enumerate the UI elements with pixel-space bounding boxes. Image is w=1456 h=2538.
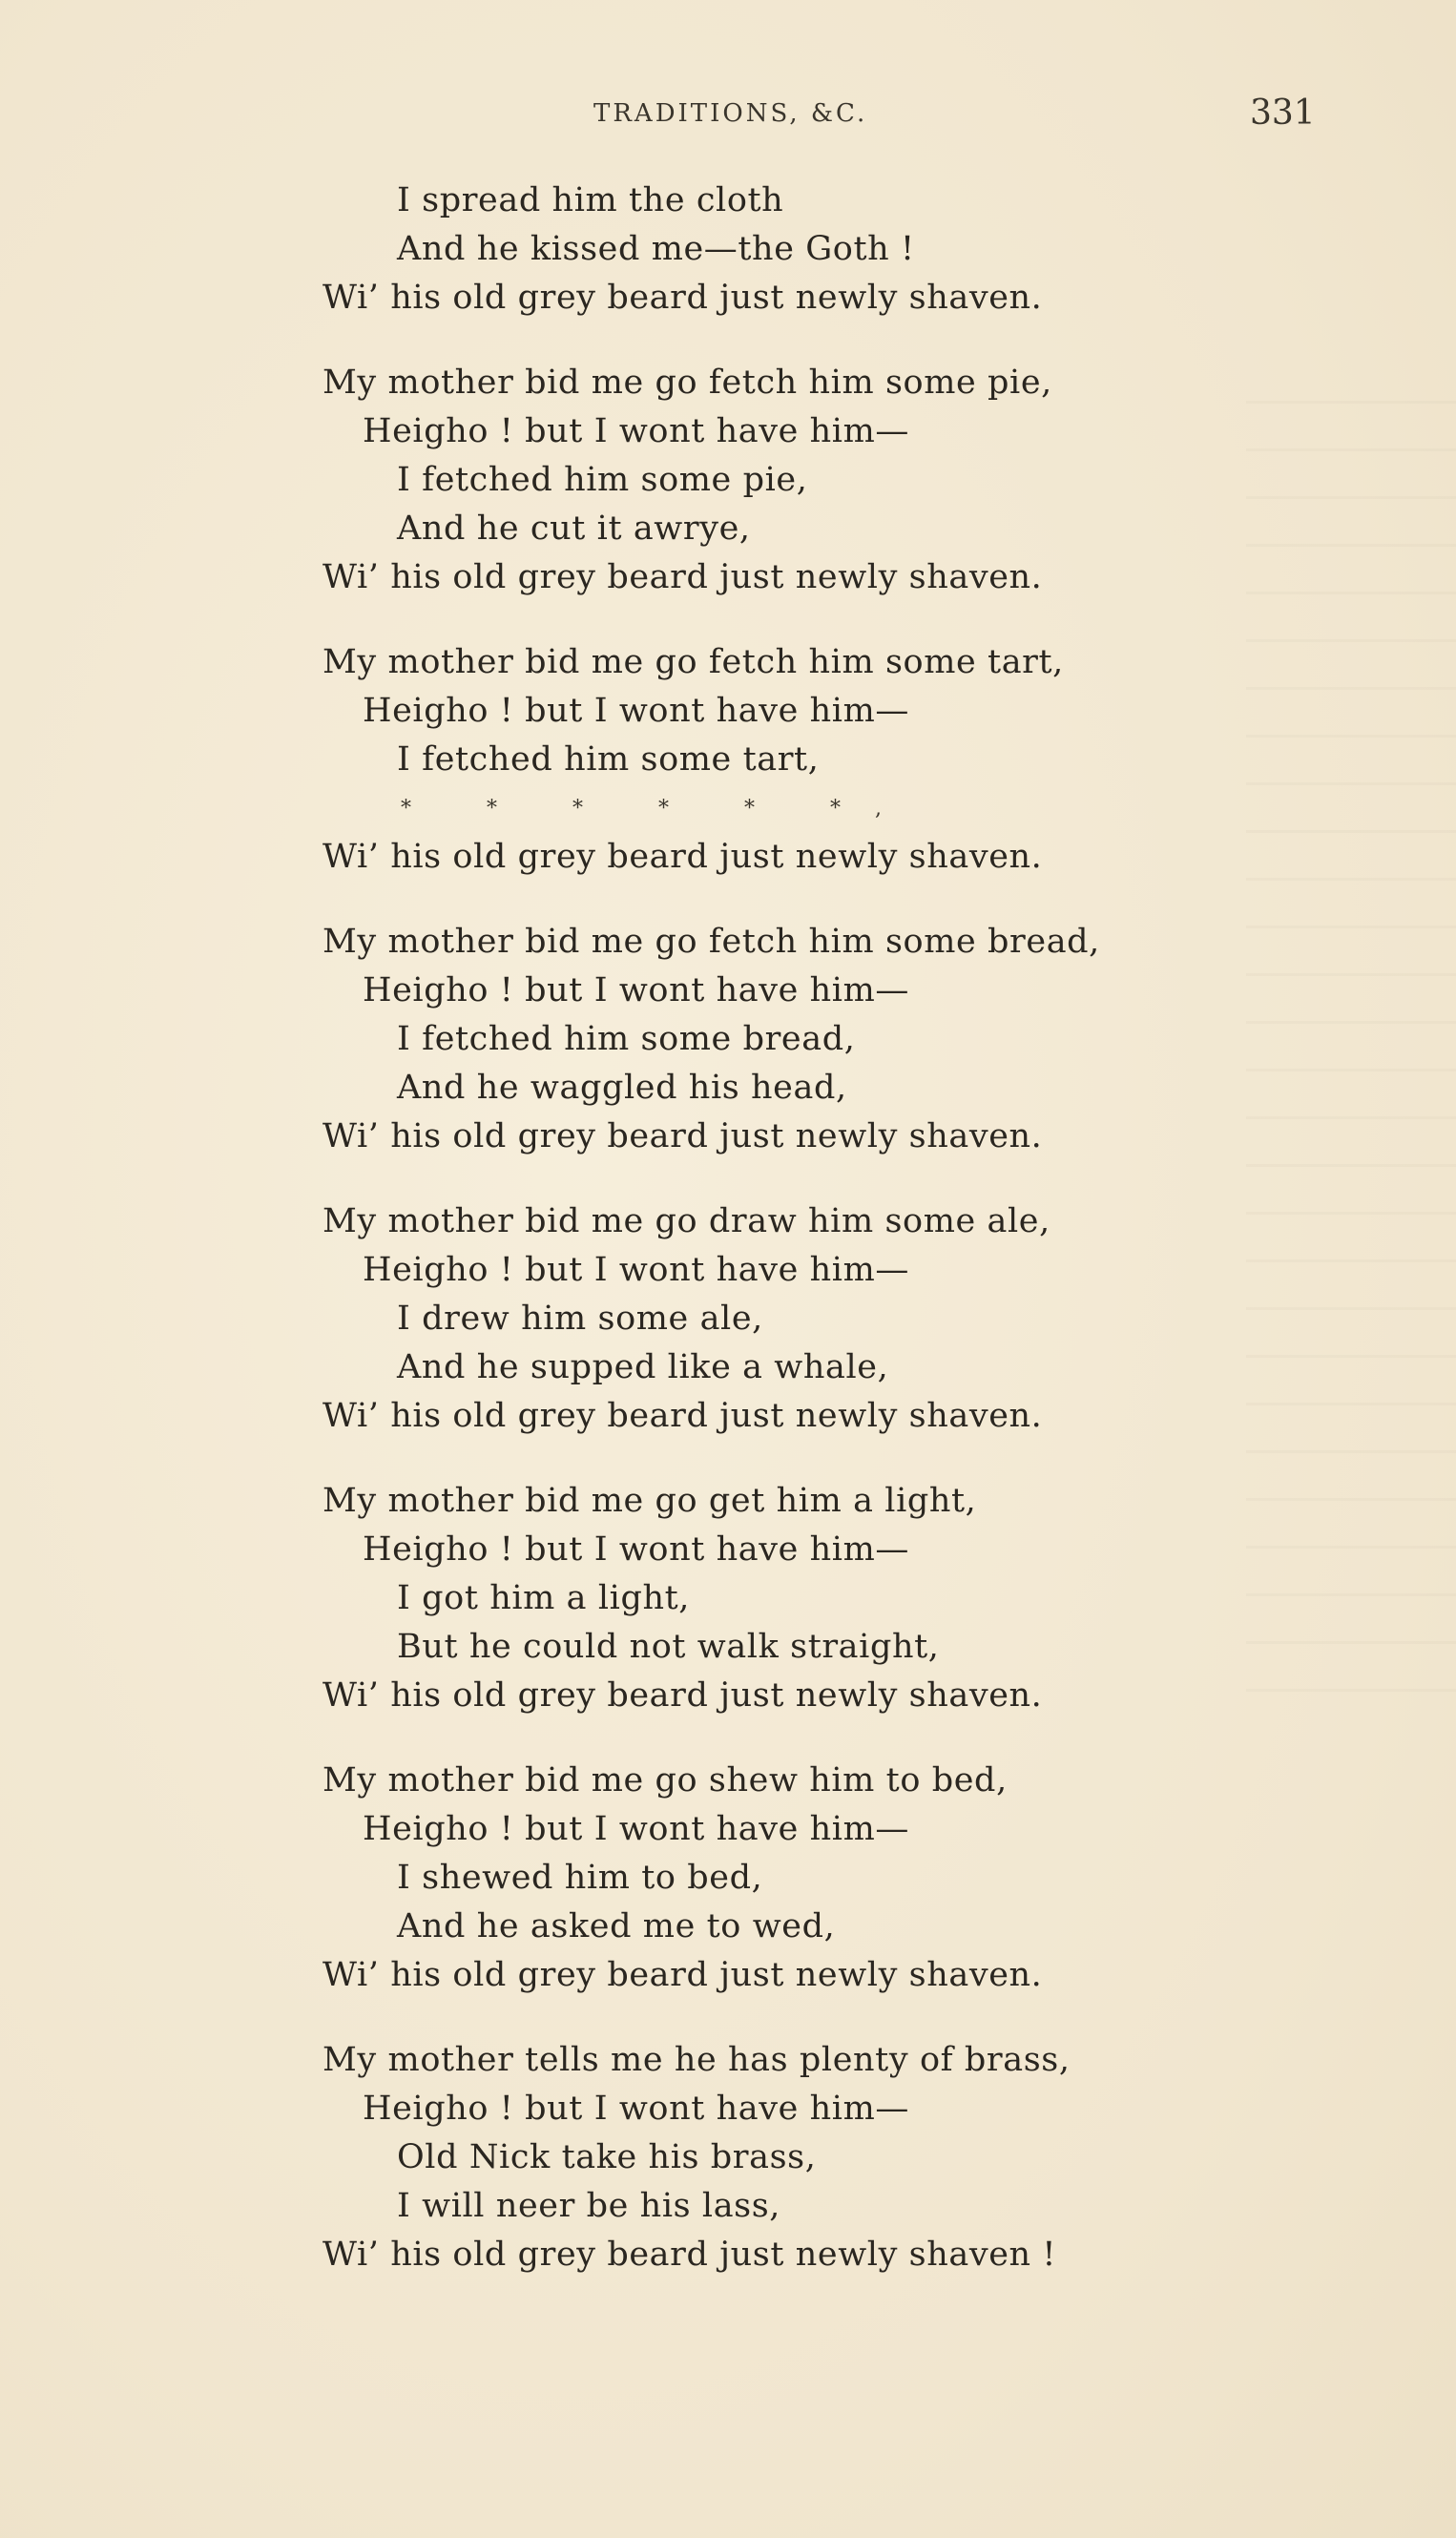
poem-line: Wi’ his old grey beard just newly shaven !: [322, 2236, 1057, 2274]
poem-line: I spread him the cloth: [397, 181, 784, 219]
poem-line: I got him a light,: [397, 1579, 690, 1617]
ellipsis-asterisks: * * * * * *,: [401, 797, 916, 821]
poem-line: Wi’ his old grey beard just newly shaven.: [322, 1676, 1043, 1715]
poem-line: Heigho ! but I wont have him—: [363, 971, 909, 1009]
poem-line: Wi’ his old grey beard just newly shaven.: [322, 1397, 1043, 1435]
poem-line: And he supped like a whale,: [397, 1348, 889, 1386]
page-number: 331: [1250, 94, 1316, 133]
stanza: [322, 1197, 1296, 1441]
poem-line: Wi’ his old grey beard just newly shaven.: [322, 1117, 1043, 1155]
poem-line: My mother bid me go fetch him some pie,: [322, 364, 1052, 402]
poem-line: My mother tells me he has plenty of brass,: [322, 2041, 1071, 2079]
poem-line: Wi’ his old grey beard just newly shaven.: [322, 838, 1043, 876]
stanza: [322, 2036, 1296, 2279]
stanza: [322, 359, 1296, 602]
poem-line: My mother bid me go fetch him some bread,: [322, 923, 1100, 961]
poem-line: And he kissed me—the Goth !: [397, 230, 915, 268]
stanza: [322, 918, 1296, 1161]
poem-line: My mother bid me go get him a light,: [322, 1482, 977, 1520]
poem-line: Heigho ! but I wont have him—: [363, 692, 909, 730]
poem-line: Heigho ! but I wont have him—: [363, 1810, 909, 1848]
poem-line: My mother bid me go shew him to bed,: [322, 1761, 1008, 1799]
poem-line: But he could not walk straight,: [397, 1628, 940, 1666]
stanza: [322, 638, 1296, 882]
poem-line: Heigho ! but I wont have him—: [363, 1530, 909, 1569]
poem-line: Wi’ his old grey beard just newly shaven.: [322, 1956, 1043, 1994]
poem-line: Heigho ! but I wont have him—: [363, 1251, 909, 1289]
poem-line: My mother bid me go fetch him some tart,: [322, 643, 1064, 681]
poem-line: And he cut it awrye,: [397, 510, 751, 548]
poem-line: And he asked me to wed,: [397, 1907, 836, 1945]
poem-line: Heigho ! but I wont have him—: [363, 412, 909, 450]
poem-line: And he waggled his head,: [397, 1069, 847, 1107]
stanza: [322, 1477, 1296, 1720]
poem-line: I drew him some ale,: [397, 1300, 763, 1338]
poem-line: I fetched him some tart,: [397, 740, 820, 779]
poem-line: Wi’ his old grey beard just newly shaven.: [322, 279, 1043, 317]
poem-line: I fetched him some bread,: [397, 1020, 856, 1058]
poem-line: Heigho ! but I wont have him—: [363, 2090, 909, 2128]
poem-line: I will neer be his lass,: [397, 2187, 781, 2225]
poem-body: [322, 177, 1296, 2316]
poem-line: Old Nick take his brass,: [397, 2138, 817, 2176]
poem-line: I fetched him some pie,: [397, 461, 808, 499]
poem-line: I shewed him to bed,: [397, 1859, 763, 1897]
poem-line: Wi’ his old grey beard just newly shaven.: [322, 558, 1043, 596]
stanza: [322, 177, 1296, 322]
running-head: TRADITIONS, &C.: [593, 99, 868, 128]
poem-line: My mother bid me go draw him some ale,: [322, 1202, 1050, 1240]
stanza: [322, 1757, 1296, 2000]
page-header: [0, 94, 1456, 141]
